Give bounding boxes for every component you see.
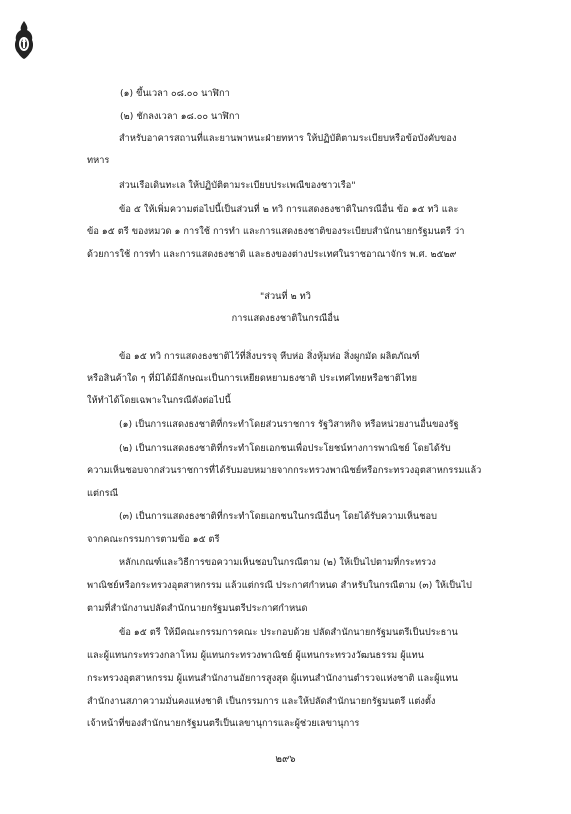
document-line: (๒) เป็นการแสดงธงชาติที่กระทำโดยเอกชนเพื่อประโยชน์ทางการพาณิชย์ โดยได้รับ (119, 443, 451, 454)
document-line: (๑) เป็นการแสดงธงชาติที่กระทำโดยส่วนราชการ รัฐวิสาหกิจ หรือหน่วยงานอื่นของรัฐ (119, 419, 459, 430)
document-line: ด้วยการใช้ การทำ และการแสดงธงชาติ และธงของต่างประเทศในราชอาณาจักร พ.ศ. ๒๕๒๙ (87, 249, 457, 260)
document-line: สำนักงานสภาความมั่นคงแห่งชาติ เป็นกรรมการ และให้ปลัดสำนักนายกรัฐมนตรี แต่งตั้ง (87, 696, 436, 707)
emblem-icon (12, 20, 36, 60)
document-line: ความเห็นชอบจากส่วนราชการที่ได้รับมอบหมายจากกระทรวงพาณิชย์หรือกระทรวงอุตสาหกรรมแล้ว (87, 465, 482, 476)
document-line: ให้ทำได้โดยเฉพาะในกรณีดังต่อไปนี้ (87, 395, 231, 406)
document-line: ข้อ ๕ ให้เพิ่มความต่อไปนี้เป็นส่วนที่ ๒ ทวิ การแสดงธงชาติในกรณีอื่น ข้อ ๑๕ ทวิ และ (119, 204, 459, 215)
document-line: เจ้าหน้าที่ของสำนักนายกรัฐมนตรีเป็นเลขานุการและผู้ช่วยเลขานุการ (87, 718, 360, 729)
document-line: และผู้แทนกระทรวงกลาโหม ผู้แทนกระทรวงพาณิชย์ ผู้แทนกระทรวงวัฒนธรรม ผู้แทน (87, 650, 425, 661)
document-line: หลักเกณฑ์และวิธีการขอความเห็นชอบในกรณีตาม (๒) ให้เป็นไปตามที่กระทรวง (119, 557, 436, 568)
document-line: หรือสินค้าใด ๆ ที่มิได้มีลักษณะเป็นการเหยียดหยามธงชาติ ประเทศไทยหรือชาติไทย (87, 373, 418, 384)
document-line: (๒) ชักลงเวลา ๑๘.๐๐ นาฬิกา (120, 111, 240, 122)
document-line: กระทรวงอุตสาหกรรม ผู้แทนสำนักงานอัยการสูงสุด ผู้แทนสำนักงานตำรวจแห่งชาติ และผู้แทน (87, 673, 459, 684)
document-line: ส่วนเรือเดินทะเล ให้ปฏิบัติตามระเบียบประเพณีของชาวเรือ" (119, 180, 356, 191)
document-line: จากคณะกรรมการตามข้อ ๑๕ ตรี (87, 534, 220, 545)
section-subheading: การแสดงธงชาติในกรณีอื่น (231, 313, 340, 324)
document-line: ตามที่สำนักงานปลัดสำนักนายกรัฐมนตรีประกาศกำหนด (87, 603, 308, 614)
document-line: พาณิชย์หรือกระทรวงอุตสาหกรรม แล้วแต่กรณี ประกาศกำหนด สำหรับในกรณีตาม (๓) ให้เป็นไป (87, 580, 472, 591)
document-line: (๑) ขึ้นเวลา ๐๘.๐๐ นาฬิกา (120, 88, 230, 99)
section-heading: "ส่วนที่ ๒ ทวิ (260, 291, 311, 302)
document-line: ข้อ ๑๕ ทวิ การแสดงธงชาติไว้ที่สิ่งบรรจุ หีบห่อ สิ่งหุ้มห่อ สิ่งผูกมัด ผลิตภัณฑ์ (119, 351, 420, 362)
document-line: ทหาร (87, 155, 110, 166)
document-line: สำหรับอาคารสถานที่และยานพาหนะฝ่ายทหาร ให้ปฏิบัติตามระเบียบหรือข้อบังคับของ (119, 133, 457, 144)
page-number: ๒๙๖ (275, 754, 296, 765)
document-line: แต่กรณี (87, 488, 119, 499)
document-line: ข้อ ๑๕ ตรี ของหมวด ๑ การใช้ การทำ และการแสดงธงชาติของระเบียบสำนักนายกรัฐมนตรี ว่า (87, 226, 465, 237)
document-line: (๓) เป็นการแสดงธงชาติที่กระทำโดยเอกชนในกรณีอื่นๆ โดยได้รับความเห็นชอบ (119, 511, 438, 522)
document-line: ข้อ ๑๕ ตรี ให้มีคณะกรรมการคณะ ประกอบด้วย ปลัดสำนักนายกรัฐมนตรีเป็นประธาน (119, 627, 458, 638)
